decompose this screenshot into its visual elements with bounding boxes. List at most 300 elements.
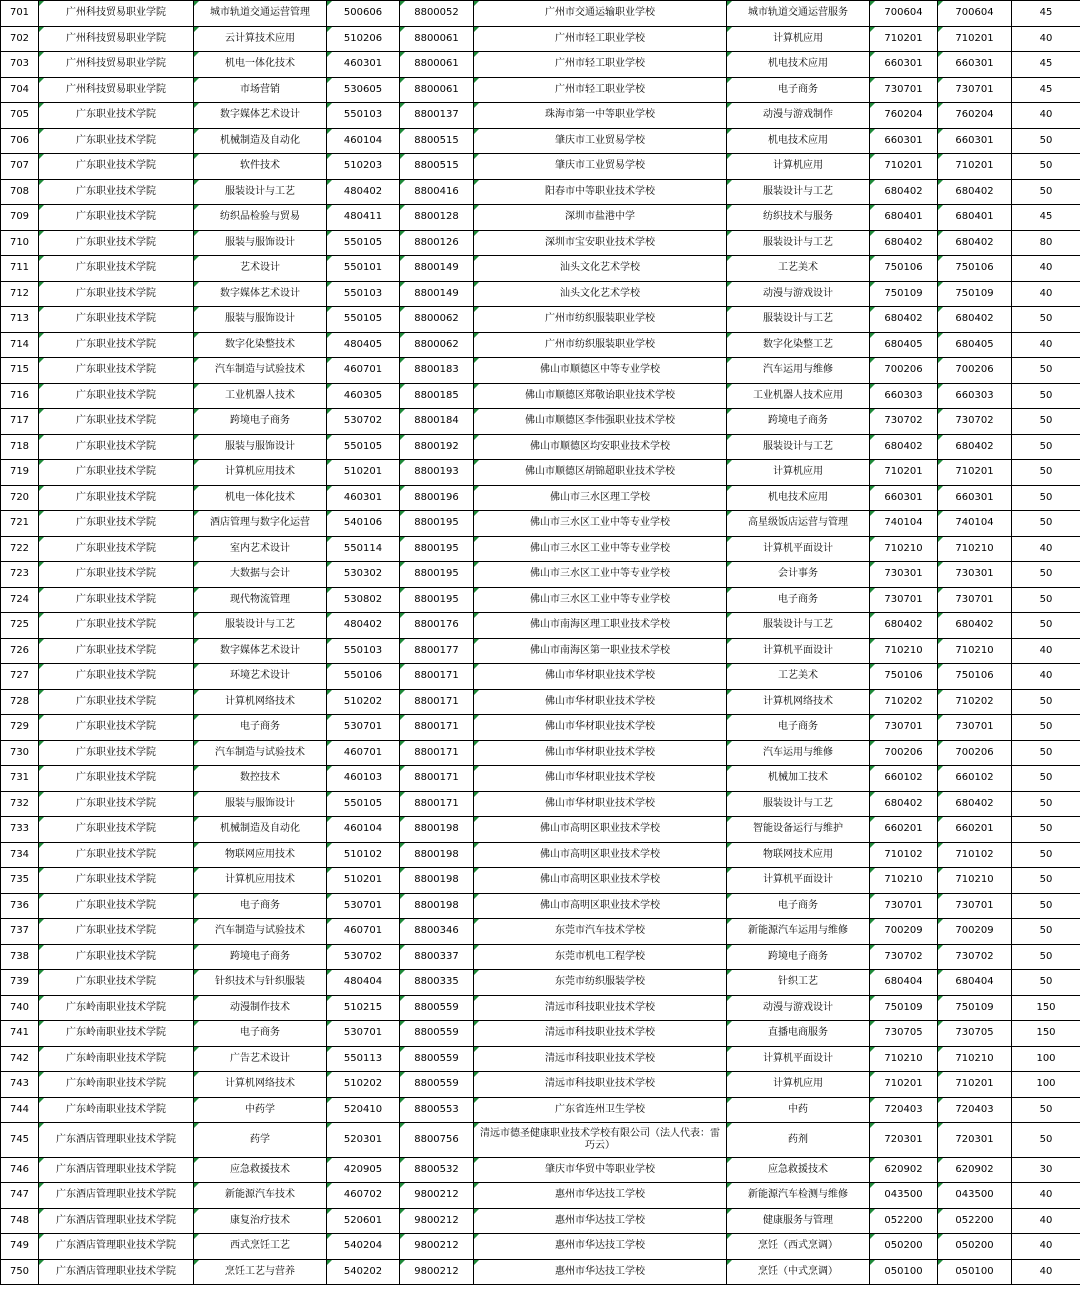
cell-college-name: 广东酒店管理职业技术学院 [39,1234,194,1260]
cell-school-name: 东莞市汽车技术学校 [474,919,727,945]
cell-school-name: 佛山市华材职业技术学校 [474,664,727,690]
table-row [1,791,1080,817]
cell-college-major-code: 460104 [327,128,400,154]
cell-row-number: 740 [1,995,39,1021]
cell-college-major-code: 530701 [327,1021,400,1047]
cell-college-major: 数字媒体艺术设计 [194,638,327,664]
cell-school-major-code: 730702 [870,409,938,435]
cell-school-major-code: 680402 [870,791,938,817]
cell-enrollment-quota: 50 [1012,1097,1080,1123]
table-row [1,77,1080,103]
cell-college-major-code: 460301 [327,52,400,78]
cell-college-major: 纺织品检验与贸易 [194,205,327,231]
cell-school-code: 8800128 [400,205,474,231]
cell-enrollment-quota: 50 [1012,485,1080,511]
table-row [1,868,1080,894]
cell-college-major: 汽车制造与试验技术 [194,919,327,945]
table-row [1,205,1080,231]
cell-college-major-code: 460305 [327,383,400,409]
cell-school-name: 佛山市华材职业技术学校 [474,766,727,792]
cell-school-code: 8800198 [400,842,474,868]
cell-enrollment-quota: 45 [1012,77,1080,103]
cell-college-major-code: 510215 [327,995,400,1021]
table-row [1,1097,1080,1123]
table-row [1,1046,1080,1072]
table-row [1,689,1080,715]
cell-school-code: 8800346 [400,919,474,945]
table-row [1,256,1080,282]
cell-row-number: 705 [1,103,39,129]
cell-college-major-code: 530802 [327,587,400,613]
cell-college-major: 计算机应用技术 [194,460,327,486]
cell-school-major-code-2: 730701 [938,587,1012,613]
cell-school-name: 清远市科技职业技术学校 [474,1021,727,1047]
cell-college-major: 室内艺术设计 [194,536,327,562]
cell-school-code: 8800195 [400,511,474,537]
cell-school-major: 计算机平面设计 [727,1046,870,1072]
cell-school-major: 计算机应用 [727,154,870,180]
cell-college-major: 服装设计与工艺 [194,613,327,639]
cell-enrollment-quota: 40 [1012,638,1080,664]
cell-school-code: 8800193 [400,460,474,486]
cell-row-number: 745 [1,1123,39,1158]
cell-school-major: 机械加工技术 [727,766,870,792]
cell-school-major: 工艺美术 [727,664,870,690]
cell-school-code: 8800149 [400,281,474,307]
cell-row-number: 732 [1,791,39,817]
cell-college-major-code: 550105 [327,230,400,256]
cell-enrollment-quota: 50 [1012,944,1080,970]
cell-school-name: 阳春市中等职业技术学校 [474,179,727,205]
cell-college-name: 广东职业技术学院 [39,205,194,231]
cell-college-major-code: 530701 [327,715,400,741]
cell-row-number: 720 [1,485,39,511]
cell-college-major: 城市轨道交通运营管理 [194,1,327,27]
cell-school-major-code-2: 680405 [938,332,1012,358]
cell-school-code: 8800335 [400,970,474,996]
cell-row-number: 749 [1,1234,39,1260]
table-row [1,1208,1080,1234]
cell-enrollment-quota: 50 [1012,383,1080,409]
table-row [1,919,1080,945]
cell-college-major: 电子商务 [194,893,327,919]
cell-row-number: 737 [1,919,39,945]
cell-college-major: 大数据与会计 [194,562,327,588]
cell-school-major-code-2: 710201 [938,154,1012,180]
cell-enrollment-quota: 40 [1012,1234,1080,1260]
cell-school-major-code: 680405 [870,332,938,358]
cell-college-major: 现代物流管理 [194,587,327,613]
cell-school-major-code: 700206 [870,740,938,766]
cell-school-major: 服装设计与工艺 [727,434,870,460]
cell-school-major-code-2: 710210 [938,536,1012,562]
table-row [1,179,1080,205]
cell-school-name: 广州市纺织服装职业学校 [474,332,727,358]
cell-school-major-code-2: 660201 [938,817,1012,843]
cell-school-major-code: 710202 [870,689,938,715]
cell-college-major-code: 480411 [327,205,400,231]
cell-school-code: 8800061 [400,52,474,78]
cell-school-major-code: 680401 [870,205,938,231]
cell-school-code: 8800061 [400,77,474,103]
table-row [1,434,1080,460]
cell-school-major-code-2: 720301 [938,1123,1012,1158]
cell-college-name: 广东职业技术学院 [39,766,194,792]
cell-school-name: 佛山市南海区理工职业技术学校 [474,613,727,639]
table-row [1,1021,1080,1047]
cell-enrollment-quota: 40 [1012,536,1080,562]
cell-school-major: 工业机器人技术应用 [727,383,870,409]
cell-school-code: 8800176 [400,613,474,639]
cell-enrollment-quota: 50 [1012,307,1080,333]
cell-row-number: 706 [1,128,39,154]
cell-school-code: 8800192 [400,434,474,460]
cell-college-name: 广东酒店管理职业技术学院 [39,1157,194,1183]
table-row [1,1234,1080,1260]
cell-college-major: 服装设计与工艺 [194,179,327,205]
cell-school-major: 跨境电子商务 [727,409,870,435]
cell-college-major-code: 550113 [327,1046,400,1072]
cell-school-major-code-2: 050200 [938,1234,1012,1260]
cell-college-name: 广东职业技术学院 [39,562,194,588]
cell-school-name: 佛山市顺德区胡锦超职业技术学校 [474,460,727,486]
cell-row-number: 702 [1,26,39,52]
table-row [1,536,1080,562]
cell-college-major: 计算机应用技术 [194,868,327,894]
cell-school-code: 8800198 [400,893,474,919]
table-row [1,995,1080,1021]
cell-enrollment-quota: 50 [1012,128,1080,154]
cell-school-code: 8800515 [400,154,474,180]
cell-school-major: 服装设计与工艺 [727,179,870,205]
cell-school-major: 中药 [727,1097,870,1123]
cell-enrollment-quota: 50 [1012,434,1080,460]
cell-school-name: 佛山市三水区工业中等专业学校 [474,511,727,537]
cell-row-number: 724 [1,587,39,613]
cell-school-major-code: 660301 [870,128,938,154]
cell-school-major: 智能设备运行与维护 [727,817,870,843]
cell-college-name: 广东职业技术学院 [39,409,194,435]
cell-college-name: 广东酒店管理职业技术学院 [39,1208,194,1234]
cell-school-major-code: 680402 [870,613,938,639]
cell-college-major: 电子商务 [194,1021,327,1047]
cell-school-name: 广州市轻工职业学校 [474,52,727,78]
cell-enrollment-quota: 50 [1012,154,1080,180]
cell-college-major-code: 460104 [327,817,400,843]
cell-college-name: 广东职业技术学院 [39,689,194,715]
cell-college-name: 广东职业技术学院 [39,358,194,384]
cell-college-name: 广东职业技术学院 [39,944,194,970]
cell-enrollment-quota: 40 [1012,256,1080,282]
cell-school-name: 广州市纺织服装职业学校 [474,307,727,333]
cell-school-name: 东莞市纺织服装学校 [474,970,727,996]
cell-row-number: 729 [1,715,39,741]
cell-college-major-code: 530302 [327,562,400,588]
cell-school-major: 服装设计与工艺 [727,791,870,817]
cell-college-name: 广东职业技术学院 [39,664,194,690]
cell-row-number: 708 [1,179,39,205]
cell-college-major-code: 520301 [327,1123,400,1158]
cell-row-number: 725 [1,613,39,639]
cell-school-name: 深圳市盐港中学 [474,205,727,231]
cell-school-name: 广州市轻工职业学校 [474,26,727,52]
cell-college-major: 数字媒体艺术设计 [194,103,327,129]
cell-school-major-code: 730301 [870,562,938,588]
cell-school-major: 高星级饭店运营与管理 [727,511,870,537]
cell-enrollment-quota: 50 [1012,766,1080,792]
cell-school-major-code-2: 710201 [938,460,1012,486]
cell-school-major: 工艺美术 [727,256,870,282]
cell-school-major: 服装设计与工艺 [727,230,870,256]
cell-school-major-code: 680404 [870,970,938,996]
cell-enrollment-quota: 100 [1012,1072,1080,1098]
cell-college-major: 市场营销 [194,77,327,103]
cell-college-name: 广东职业技术学院 [39,740,194,766]
cell-school-code: 9800212 [400,1183,474,1209]
cell-school-name: 佛山市高明区职业技术学校 [474,893,727,919]
cell-school-name: 佛山市高明区职业技术学校 [474,868,727,894]
cell-school-major: 计算机平面设计 [727,536,870,562]
cell-school-major-code: 750109 [870,995,938,1021]
cell-college-name: 广东职业技术学院 [39,791,194,817]
cell-school-major-code: 710210 [870,1046,938,1072]
cell-row-number: 713 [1,307,39,333]
cell-school-name: 肇庆市工业贸易学校 [474,128,727,154]
cell-school-name: 清远市科技职业技术学校 [474,1072,727,1098]
cell-row-number: 718 [1,434,39,460]
cell-school-code: 8800532 [400,1157,474,1183]
cell-college-major: 环境艺术设计 [194,664,327,690]
cell-school-code: 8800062 [400,307,474,333]
cell-school-name: 汕头文化艺术学校 [474,256,727,282]
cell-school-major-code: 620902 [870,1157,938,1183]
table-row [1,1183,1080,1209]
cell-school-major-code: 710210 [870,868,938,894]
cell-school-major: 计算机平面设计 [727,868,870,894]
cell-school-code: 8800195 [400,562,474,588]
cell-school-major-code-2: 052200 [938,1208,1012,1234]
cell-college-major-code: 460701 [327,919,400,945]
cell-college-name: 广东职业技术学院 [39,536,194,562]
cell-college-major: 计算机网络技术 [194,689,327,715]
cell-school-code: 8800195 [400,536,474,562]
cell-school-major: 应急救援技术 [727,1157,870,1183]
table-row [1,638,1080,664]
cell-row-number: 730 [1,740,39,766]
cell-row-number: 722 [1,536,39,562]
cell-school-major: 烹饪（中式烹调） [727,1259,870,1285]
cell-school-major: 动漫与游戏设计 [727,281,870,307]
cell-college-major-code: 510206 [327,26,400,52]
cell-college-major: 艺术设计 [194,256,327,282]
cell-school-major: 机电技术应用 [727,128,870,154]
cell-school-major-code: 660303 [870,383,938,409]
cell-college-major-code: 550101 [327,256,400,282]
table-row [1,154,1080,180]
cell-school-code: 8800171 [400,689,474,715]
cell-college-major-code: 460103 [327,766,400,792]
cell-college-name: 广东岭南职业技术学院 [39,1072,194,1098]
cell-college-major: 机械制造及自动化 [194,128,327,154]
cell-school-major-code: 700206 [870,358,938,384]
cell-school-major: 机电技术应用 [727,485,870,511]
cell-college-major-code: 480402 [327,179,400,205]
cell-school-major-code: 680402 [870,230,938,256]
cell-college-major: 物联网应用技术 [194,842,327,868]
cell-school-name: 珠海市第一中等职业学校 [474,103,727,129]
cell-school-major-code: 720403 [870,1097,938,1123]
cell-enrollment-quota: 150 [1012,1021,1080,1047]
cell-school-major-code: 740104 [870,511,938,537]
cell-school-major-code-2: 660301 [938,128,1012,154]
cell-college-name: 广东职业技术学院 [39,332,194,358]
cell-college-major: 云计算技术应用 [194,26,327,52]
cell-college-name: 广东岭南职业技术学院 [39,1097,194,1123]
cell-row-number: 721 [1,511,39,537]
cell-school-major-code-2: 720403 [938,1097,1012,1123]
cell-school-major: 新能源汽车检测与维修 [727,1183,870,1209]
cell-school-code: 8800337 [400,944,474,970]
cell-school-major-code: 052200 [870,1208,938,1234]
cell-school-major-code-2: 680404 [938,970,1012,996]
cell-enrollment-quota: 50 [1012,893,1080,919]
cell-school-code: 8800137 [400,103,474,129]
cell-enrollment-quota: 40 [1012,332,1080,358]
cell-school-major: 动漫与游戏设计 [727,995,870,1021]
cell-college-major-code: 540204 [327,1234,400,1260]
cell-college-name: 广东岭南职业技术学院 [39,995,194,1021]
cell-college-major: 软件技术 [194,154,327,180]
cell-school-code: 8800416 [400,179,474,205]
cell-row-number: 701 [1,1,39,27]
table-row [1,1,1080,27]
cell-college-major-code: 510201 [327,868,400,894]
cell-school-code: 8800559 [400,1046,474,1072]
cell-college-major: 跨境电子商务 [194,944,327,970]
cell-college-name: 广东职业技术学院 [39,307,194,333]
table-row [1,613,1080,639]
cell-college-major: 电子商务 [194,715,327,741]
cell-enrollment-quota: 50 [1012,1123,1080,1158]
table-row [1,970,1080,996]
cell-school-major-code-2: 730701 [938,893,1012,919]
table-row [1,460,1080,486]
cell-school-major-code-2: 760204 [938,103,1012,129]
cell-college-major: 计算机网络技术 [194,1072,327,1098]
cell-enrollment-quota: 50 [1012,511,1080,537]
cell-school-major: 药剂 [727,1123,870,1158]
cell-school-name: 佛山市华材职业技术学校 [474,791,727,817]
table-row [1,52,1080,78]
cell-college-name: 广东职业技术学院 [39,460,194,486]
cell-school-major: 纺织技术与服务 [727,205,870,231]
cell-school-major-code: 760204 [870,103,938,129]
cell-enrollment-quota: 40 [1012,1259,1080,1285]
cell-school-major: 跨境电子商务 [727,944,870,970]
cell-college-name: 广东职业技术学院 [39,919,194,945]
table-row [1,383,1080,409]
cell-row-number: 739 [1,970,39,996]
cell-college-name: 广东职业技术学院 [39,485,194,511]
cell-school-major: 会计事务 [727,562,870,588]
cell-college-major-code: 500606 [327,1,400,27]
cell-school-code: 8800149 [400,256,474,282]
cell-enrollment-quota: 50 [1012,740,1080,766]
cell-enrollment-quota: 50 [1012,358,1080,384]
cell-college-major-code: 520410 [327,1097,400,1123]
cell-school-major: 计算机应用 [727,1072,870,1098]
table-row [1,409,1080,435]
cell-enrollment-quota: 50 [1012,409,1080,435]
cell-enrollment-quota: 50 [1012,970,1080,996]
cell-school-major-code-2: 700604 [938,1,1012,27]
cell-college-major-code: 480402 [327,613,400,639]
table-row [1,128,1080,154]
cell-row-number: 703 [1,52,39,78]
cell-school-major-code-2: 710210 [938,1046,1012,1072]
cell-school-major-code-2: 680402 [938,613,1012,639]
cell-college-major-code: 480404 [327,970,400,996]
cell-enrollment-quota: 45 [1012,52,1080,78]
cell-school-major-code-2: 680402 [938,179,1012,205]
cell-school-major-code-2: 750109 [938,281,1012,307]
cell-college-major-code: 530702 [327,944,400,970]
cell-college-major-code: 510202 [327,1072,400,1098]
cell-school-name: 佛山市三水区工业中等专业学校 [474,536,727,562]
cell-school-major-code: 700209 [870,919,938,945]
cell-school-major-code: 710201 [870,1072,938,1098]
cell-college-major: 机械制造及自动化 [194,817,327,843]
cell-school-major-code: 660301 [870,52,938,78]
cell-enrollment-quota: 50 [1012,817,1080,843]
cell-college-name: 广州科技贸易职业学院 [39,26,194,52]
cell-school-code: 8800559 [400,1072,474,1098]
cell-college-major-code: 530702 [327,409,400,435]
cell-school-name: 佛山市南海区第一职业技术学校 [474,638,727,664]
cell-school-major-code-2: 750109 [938,995,1012,1021]
table-row [1,842,1080,868]
cell-school-major-code: 050200 [870,1234,938,1260]
table-row [1,766,1080,792]
cell-college-major-code: 550105 [327,791,400,817]
cell-college-major: 工业机器人技术 [194,383,327,409]
cell-school-major-code-2: 730705 [938,1021,1012,1047]
cell-school-major-code: 700604 [870,1,938,27]
cell-row-number: 710 [1,230,39,256]
table-row [1,1157,1080,1183]
cell-school-name: 佛山市三水区工业中等专业学校 [474,587,727,613]
cell-school-major: 针织工艺 [727,970,870,996]
cell-school-major-code-2: 710201 [938,26,1012,52]
cell-school-code: 8800184 [400,409,474,435]
table-row [1,230,1080,256]
cell-school-major-code: 680402 [870,307,938,333]
cell-row-number: 716 [1,383,39,409]
cell-college-name: 广东职业技术学院 [39,256,194,282]
cell-school-major-code-2: 730701 [938,715,1012,741]
cell-school-major-code: 730701 [870,715,938,741]
table-row [1,1259,1080,1285]
cell-college-major-code: 460701 [327,740,400,766]
cell-school-name: 广州市交通运输职业学校 [474,1,727,27]
cell-college-major-code: 460701 [327,358,400,384]
cell-college-major-code: 550103 [327,103,400,129]
cell-school-code: 8800171 [400,791,474,817]
cell-school-major-code: 730702 [870,944,938,970]
cell-school-major-code: 710201 [870,26,938,52]
cell-college-major-code: 550103 [327,638,400,664]
cell-school-code: 8800062 [400,332,474,358]
